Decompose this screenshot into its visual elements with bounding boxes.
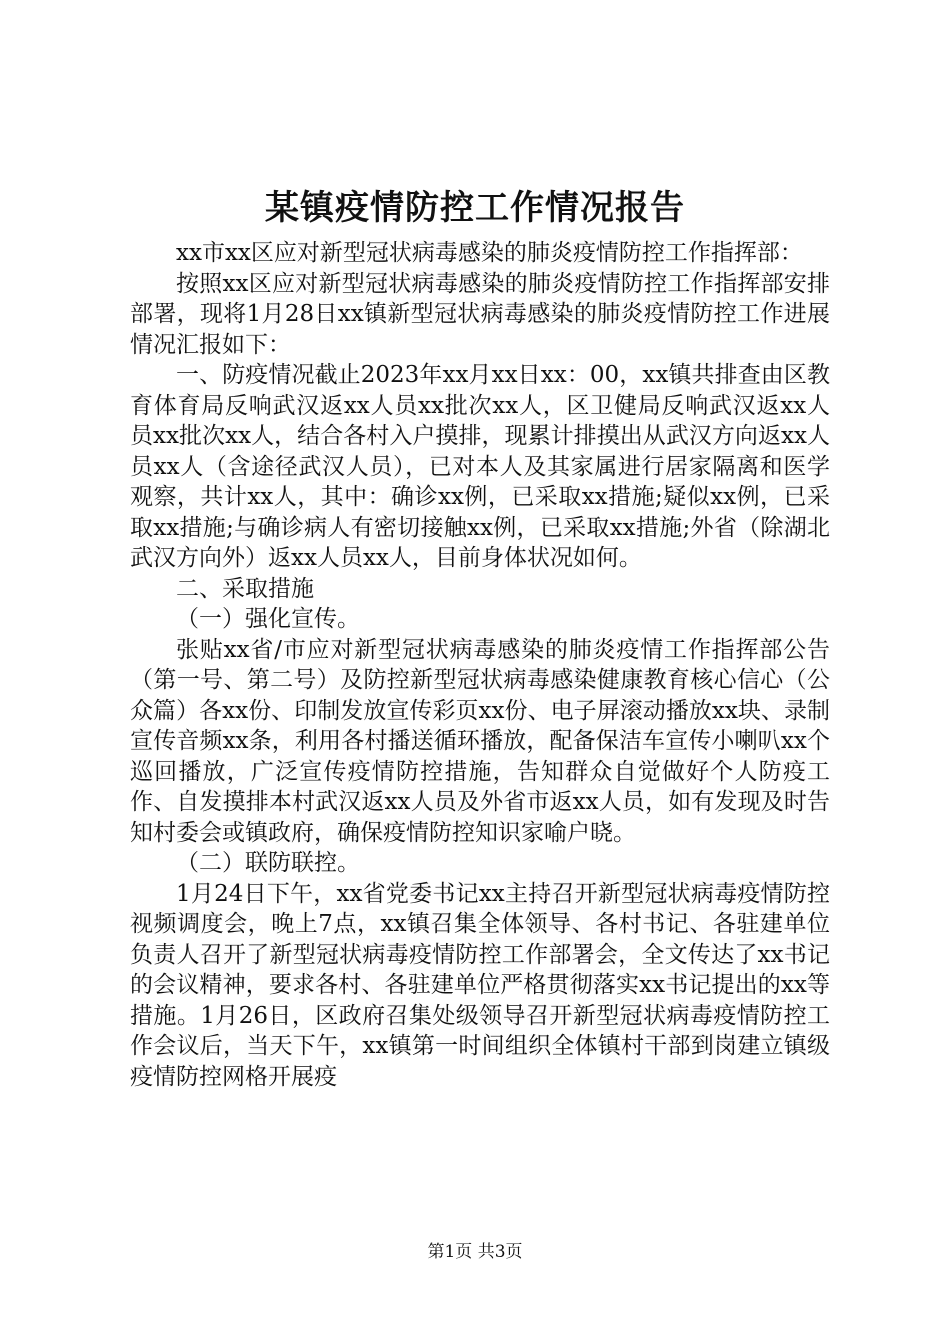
document-body — [130, 238, 830, 1092]
document-title: 某镇疫情防控工作情况报告 — [265, 188, 685, 228]
subheading-joint-control: （二）联防联控。 — [176, 850, 360, 876]
subheading-publicity: （一）强化宣传。 — [176, 606, 360, 632]
paragraph-joint-control: 1月24日下午，xx省党委书记xx主持召开新型冠状病毒疫情防控视频调度会，晚上7点，xx镇召集全体领导、各村书记、各驻建单位负责人召开了新型冠状病毒疫情防控工作部署会，全文传达了xx书记的会议精神，要求各村、各驻建单位严格贯彻落实xx书记提出的xx等措施。1月26日，区政府召集处级领导召开新型冠状病毒疫情防控工作会议后，当天下午，xx镇第一时间组织全体镇村干部到岗建立镇级疫情防控网格开展疫 — [130, 880, 830, 1090]
paragraph-situation: 一、防疫情况截止2023年xx月xx日xx：00，xx镇共排查由区教育体育局反响武汉返xx人员xx批次xx人，区卫健局反响武汉返xx人员xx批次xx人，结合各村入户摸排，现累计排摸出从武汉方向返xx人员xx人（含途径武汉人员），已对本人及其家属进行居家隔离和医学观察，共计xx人，其中：确诊xx例，已采取xx措施;疑似xx例，已采取xx措施;与确诊病人有密切接触xx例，已采取xx措施;外省（除湖北武汉方向外）返xx人员xx人，目前身体状况如何。 — [130, 362, 830, 571]
paragraph-intro: 按照xx区应对新型冠状病毒感染的肺炎疫情防控工作指挥部安排部署，现将1月28日xx镇新型冠状病毒感染的肺炎疫情防控工作进展情况汇报如下： — [130, 270, 830, 358]
paragraph-publicity: 张贴xx省/市应对新型冠状病毒感染的肺炎疫情工作指挥部公告（第一号、第二号）及防控新型冠状病毒感染健康教育核心信心（公众篇）各xx份、印制发放宣传彩页xx份、电子屏滚动播放xx块、录制宣传音频xx条，利用各村播送循环播放，配备保洁车宣传小喇叭xx个巡回播放，广泛宣传疫情防控措施，告知群众自觉做好个人防疫工作、自发摸排本村武汉返xx人员及外省市返xx人员，如有发现及时告知村委会或镇政府，确保疫情防控知识家喻户晓。 — [130, 636, 830, 846]
paragraph-addressee: xx市xx区应对新型冠状病毒感染的肺炎疫情防控工作指挥部： — [176, 240, 803, 266]
section-heading-measures: 二、采取措施 — [176, 575, 314, 602]
page-footer: 第1页 共3页 — [427, 1242, 523, 1262]
